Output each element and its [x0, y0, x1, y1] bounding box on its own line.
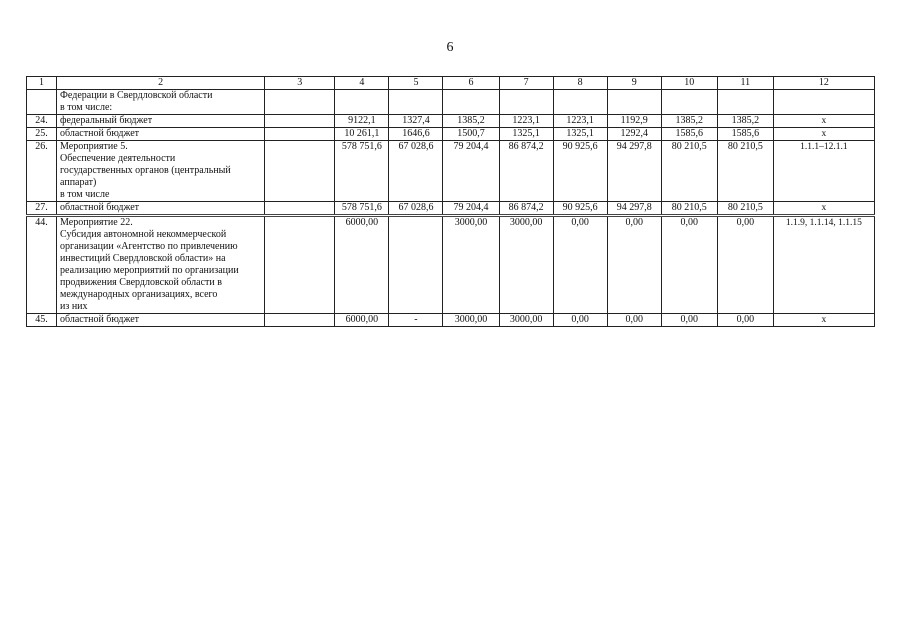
description-line: государственных органов (центральный	[60, 165, 231, 176]
amount-cell: 86 874,2	[499, 202, 553, 216]
column-3-cell	[265, 216, 335, 314]
target-code-cell: х	[773, 314, 874, 327]
amount-cell: 3000,00	[499, 216, 553, 314]
amount-cell: 0,00	[661, 314, 717, 327]
row-number-cell: 45.	[27, 314, 57, 327]
description-line: международных организациях, всего	[60, 289, 218, 300]
row-number-cell: 27.	[27, 202, 57, 216]
description-line: областной бюджет	[60, 128, 140, 139]
amount-cell: 0,00	[607, 314, 661, 327]
amount-cell: 0,00	[553, 314, 607, 327]
amount-cell: 6000,00	[335, 216, 389, 314]
header-cell: 9	[607, 77, 661, 90]
header-cell: 2	[57, 77, 265, 90]
amount-cell: 80 210,5	[661, 141, 717, 202]
amount-cell: 9122,1	[335, 115, 389, 128]
amount-cell: 1223,1	[553, 115, 607, 128]
amount-cell	[661, 90, 717, 115]
header-cell: 12	[773, 77, 874, 90]
amount-cell	[389, 216, 443, 314]
amount-cell: 67 028,6	[389, 202, 443, 216]
table-row	[27, 115, 875, 128]
amount-cell: 3000,00	[499, 314, 553, 327]
amount-cell: 3000,00	[443, 216, 499, 314]
header-cell: 5	[389, 77, 443, 90]
target-code-cell: 1.1.9, 1.1.14, 1.1.15	[773, 216, 874, 314]
amount-cell: 1585,6	[717, 128, 773, 141]
amount-cell	[443, 90, 499, 115]
description-line: Мероприятие 22.	[60, 217, 133, 228]
row-number-cell: 25.	[27, 128, 57, 141]
row-description-cell	[57, 90, 265, 115]
amount-cell: 1585,6	[661, 128, 717, 141]
amount-cell: 80 210,5	[717, 202, 773, 216]
amount-cell: 90 925,6	[553, 202, 607, 216]
column-3-cell	[265, 128, 335, 141]
header-cell: 7	[499, 77, 553, 90]
description-line: продвижения Свердловской области в	[60, 277, 222, 288]
amount-cell: 1327,4	[389, 115, 443, 128]
amount-cell	[499, 90, 553, 115]
description-line: аппарат)	[60, 177, 97, 188]
header-cell: 8	[553, 77, 607, 90]
amount-cell: 10 261,1	[335, 128, 389, 141]
amount-cell: 0,00	[717, 314, 773, 327]
header-cell: 3	[265, 77, 335, 90]
table-header-row	[27, 77, 875, 90]
amount-cell: 3000,00	[443, 314, 499, 327]
amount-cell: 80 210,5	[661, 202, 717, 216]
row-description-cell	[57, 314, 265, 327]
description-line: Федерации в Свердловской области	[60, 90, 213, 101]
amount-cell: 1192,9	[607, 115, 661, 128]
description-line: из них	[60, 301, 88, 312]
header-cell: 10	[661, 77, 717, 90]
amount-cell: 1223,1	[499, 115, 553, 128]
amount-cell: 90 925,6	[553, 141, 607, 202]
row-number-cell: 44.	[27, 216, 57, 314]
table-row	[27, 202, 875, 216]
amount-cell: 94 297,8	[607, 141, 661, 202]
column-3-cell	[265, 314, 335, 327]
page-number: 6	[446, 40, 454, 55]
amount-cell: 79 204,4	[443, 202, 499, 216]
amount-cell: 0,00	[553, 216, 607, 314]
target-code-cell: 1.1.1–12.1.1	[773, 141, 874, 202]
amount-cell: 1385,2	[661, 115, 717, 128]
header-cell: 6	[443, 77, 499, 90]
column-3-cell	[265, 90, 335, 115]
row-description-cell	[57, 115, 265, 128]
amount-cell: 86 874,2	[499, 141, 553, 202]
amount-cell	[335, 90, 389, 115]
amount-cell: 94 297,8	[607, 202, 661, 216]
column-3-cell	[265, 141, 335, 202]
target-code-cell	[773, 90, 874, 115]
row-number-cell: 26.	[27, 141, 57, 202]
column-3-cell	[265, 115, 335, 128]
row-description-cell	[57, 216, 265, 314]
row-description-cell	[57, 141, 265, 202]
description-line: в том числе	[60, 189, 110, 200]
amount-cell	[389, 90, 443, 115]
table-row	[27, 314, 875, 327]
column-3-cell	[265, 202, 335, 216]
amount-cell: 79 204,4	[443, 141, 499, 202]
description-line: инвестиций Свердловской области» на	[60, 253, 226, 264]
amount-cell: 1646,6	[389, 128, 443, 141]
amount-cell	[717, 90, 773, 115]
target-code-cell: х	[773, 202, 874, 216]
amount-cell: 80 210,5	[717, 141, 773, 202]
description-line: областной бюджет	[60, 314, 140, 325]
amount-cell: 6000,00	[335, 314, 389, 327]
table-row	[27, 141, 875, 202]
table-row	[27, 128, 875, 141]
amount-cell	[607, 90, 661, 115]
header-cell: 4	[335, 77, 389, 90]
table-row	[27, 90, 875, 115]
amount-cell: 1325,1	[499, 128, 553, 141]
amount-cell: 67 028,6	[389, 141, 443, 202]
amount-cell: 1500,7	[443, 128, 499, 141]
amount-cell: 0,00	[717, 216, 773, 314]
amount-cell: 1292,4	[607, 128, 661, 141]
amount-cell: 578 751,6	[335, 141, 389, 202]
header-cell: 11	[717, 77, 773, 90]
row-description-cell	[57, 202, 265, 216]
amount-cell: 0,00	[607, 216, 661, 314]
header-cell: 1	[27, 77, 57, 90]
table-row	[27, 216, 875, 314]
description-line: областной бюджет	[60, 202, 140, 213]
description-line: федеральный бюджет	[60, 115, 153, 126]
description-line: организации «Агентство по привлечению	[60, 241, 238, 252]
amount-cell: 1385,2	[717, 115, 773, 128]
amount-cell: 1385,2	[443, 115, 499, 128]
amount-cell: 578 751,6	[335, 202, 389, 216]
amount-cell: -	[389, 314, 443, 327]
description-line: Мероприятие 5.	[60, 141, 128, 152]
description-line: реализацию мероприятий по организации	[60, 265, 239, 276]
description-line: в том числе:	[60, 102, 113, 113]
description-line: Обеспечение деятельности	[60, 153, 176, 164]
row-description-cell	[57, 128, 265, 141]
row-number-cell: 24.	[27, 115, 57, 128]
amount-cell: 1325,1	[553, 128, 607, 141]
row-number-cell	[27, 90, 57, 115]
budget-table	[26, 76, 875, 327]
amount-cell	[553, 90, 607, 115]
amount-cell: 0,00	[661, 216, 717, 314]
target-code-cell: х	[773, 115, 874, 128]
target-code-cell: х	[773, 128, 874, 141]
description-line: Субсидия автономной некоммерческой	[60, 229, 227, 240]
